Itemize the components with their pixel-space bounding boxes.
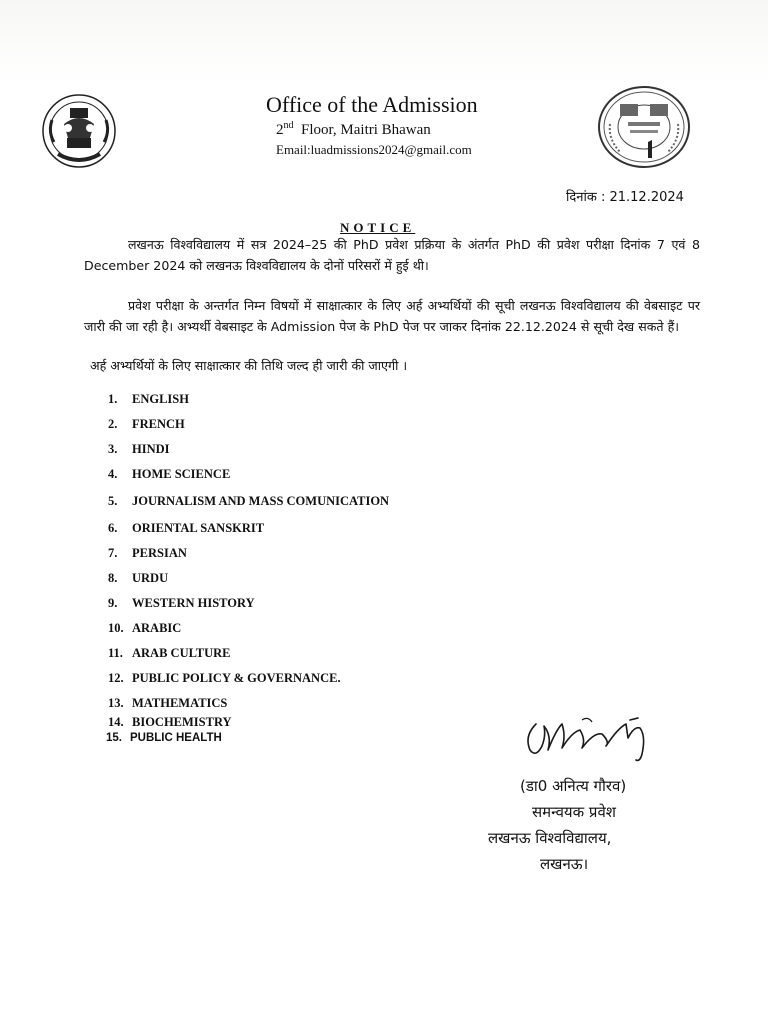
office-floor: 2nd Floor, Maitri Bhawan [276, 120, 431, 138]
subject-item: 11. ARAB CULTURE [108, 646, 231, 660]
accreditation-seal-logo [596, 84, 692, 170]
handwritten-signature [522, 706, 672, 766]
subject-item: 3. HINDI [108, 442, 170, 456]
subject-item: 7. PERSIAN [108, 546, 187, 560]
subject-item: 6. ORIENTAL SANSKRIT [108, 521, 265, 535]
office-title: Office of the Admission [266, 92, 478, 117]
notice-heading: NOTICE [340, 220, 416, 235]
notice-date: दिनांक : 21.12.2024 [566, 190, 684, 205]
subject-item: 12. PUBLIC POLICY & GOVERNANCE. [108, 671, 341, 685]
subject-item: 9. WESTERN HISTORY [108, 596, 255, 610]
subject-item: 15. PUBLIC HEALTH [106, 732, 222, 744]
paragraph-exam-info: लखनऊ विश्वविद्यालय में सत्र 2024–25 की PhD प्रवेश प्रक्रिया के अंतर्गत PhD की प्रवेश परीक्षा दिनांक 7 एवं 8 December 2024 को लखनऊ विश्वविद्यालय के दोनों परिसरों में हुई थी। [84, 237, 700, 273]
signatory-name: (डा0 अनित्य गौरव) [520, 777, 627, 795]
subject-item: 1. ENGLISH [108, 392, 189, 406]
office-email: Email:luadmissions2024@gmail.com [276, 142, 472, 157]
subject-item: 4. HOME SCIENCE [108, 467, 231, 481]
signatory-post: समन्वयक प्रवेश [532, 803, 616, 821]
subject-item: 10. ARABIC [108, 621, 182, 635]
subject-item: 5. JOURNALISM AND MASS COMUNICATION [108, 494, 390, 508]
university-emblem-logo [40, 92, 118, 170]
subject-item: 2. FRENCH [108, 417, 185, 431]
subject-item: 13. MATHEMATICS [108, 696, 228, 710]
signatory-city: लखनऊ। [540, 855, 589, 873]
paragraph-list-info: प्रवेश परीक्षा के अन्तर्गत निम्न विषयों में साक्षात्कार के लिए अर्ह अभ्यर्थियों की सूची लखनऊ विश्वविद्यालय की वेबसाइट पर जारी की जा रही है। अभ्यर्थी वेबसाइट के Admission पेज के PhD पेज पर जाकर दिनांक 22.12.2024 से सूची देख सकते हैं। [84, 298, 700, 334]
signatory-university: लखनऊ विश्वविद्यालय, [488, 829, 612, 847]
subject-item: 14. BIOCHEMISTRY [108, 715, 232, 729]
paragraph-interview-info: अर्ह अभ्यर्थियों के लिए साक्षात्कार की तिथि जल्द ही जारी की जाएगी । [90, 358, 408, 373]
subject-item: 8. URDU [108, 571, 169, 585]
